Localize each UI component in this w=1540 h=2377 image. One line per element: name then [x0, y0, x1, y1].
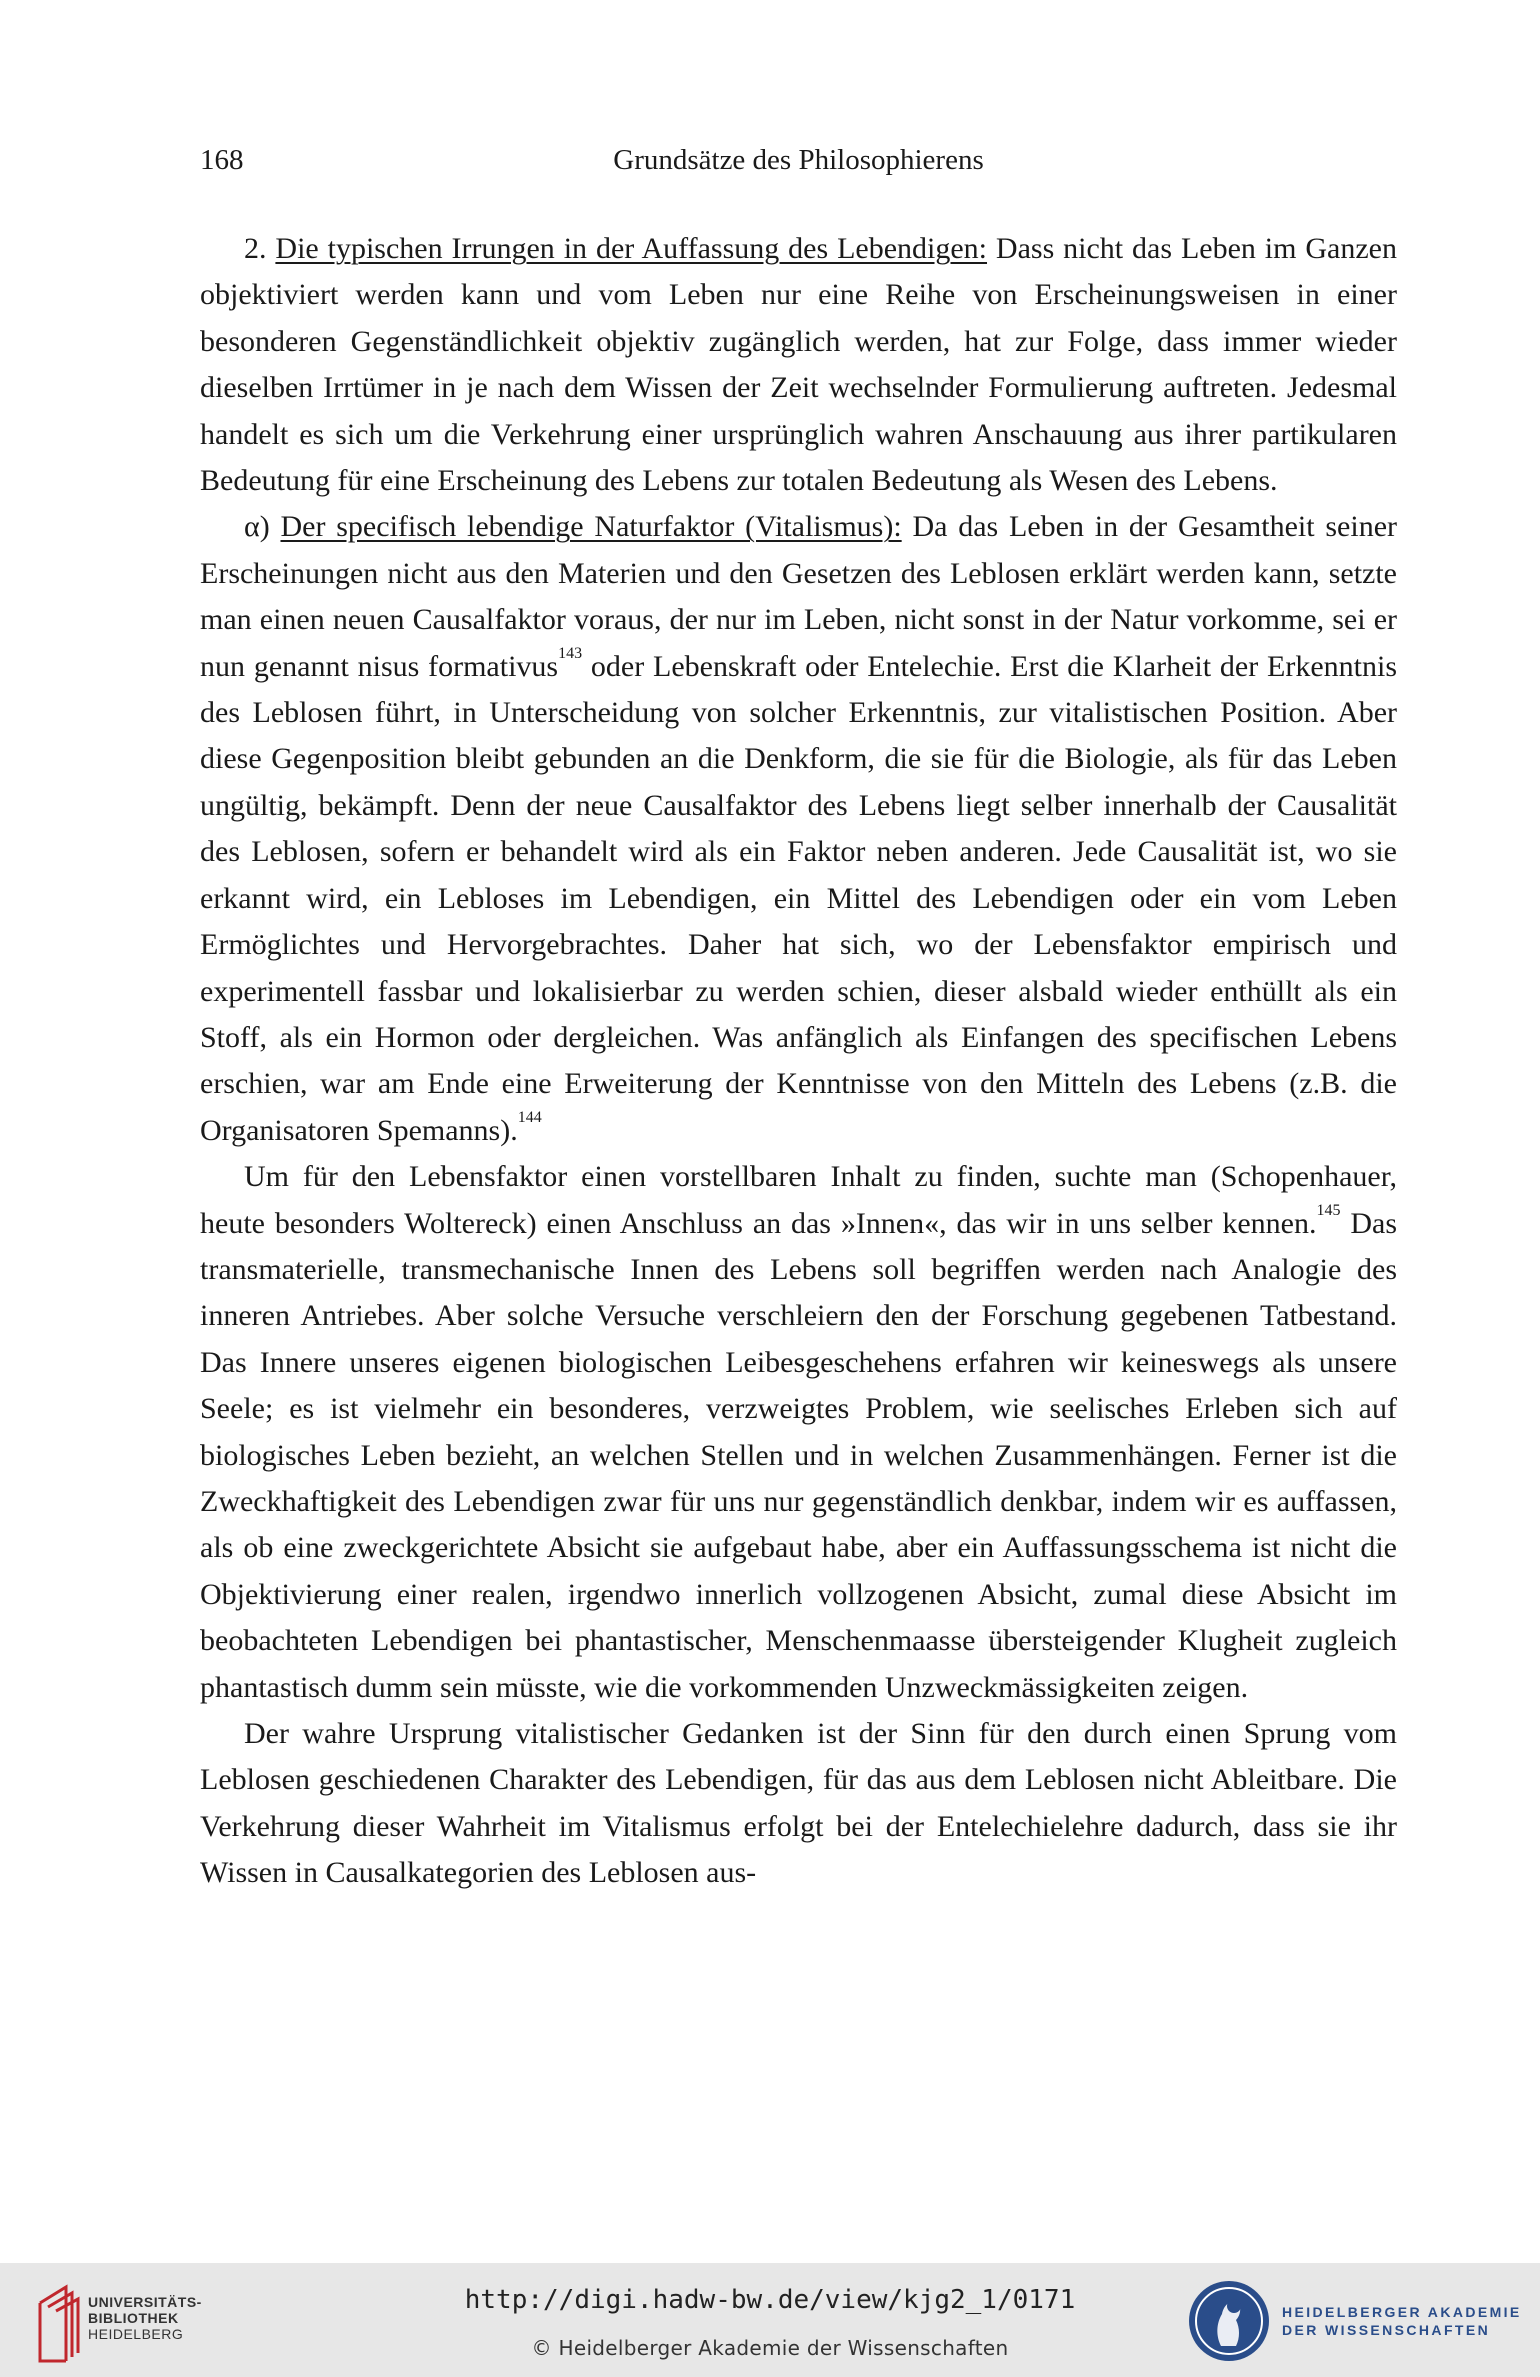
- section-marker: 2.: [244, 232, 276, 265]
- paragraph-1: [200, 226, 1397, 504]
- paragraph-text: Um für den Lebensfaktor einen vorstellbaren Inhalt zu finden, suchte man (Schopenhauer, heute besonders Woltereck) einen Anschluss an das »Innen«, das wir in uns selber kennen.: [200, 1160, 1397, 1240]
- body-text: [200, 226, 1397, 1897]
- running-title: Grundsätze des Philosophierens: [613, 144, 984, 176]
- paragraph-text: Da das Leben in der Gesamtheit seiner Erscheinungen nicht aus den Materien und den Gesetzen des Leblosen erklärt werden kann, setzte man einen neuen Causalfaktor voraus, der nur im Leben, nicht sonst in der Natur vorkomme, sei er nun genannt nisus formativus: [200, 510, 1397, 683]
- paragraph-text: Dass nicht das Leben im Ganzen objektiviert werden kann und vom Leben nur eine Reihe von Erscheinungsweisen in einer besonderen Gegenständlichkeit objektiv zugänglich werden, hat zur Folge, dass immer wieder dieselben Irrtümer in je nach dem Wissen der Zeit wechselnder Formulierung auftreten. Jedesmal handelt es sich um die Verkehrung einer ursprünglich wahren Anschauung aus ihrer partikularen Bedeutung für eine Erscheinung des Lebens zur totalen Bedeutung als Wesen des Lebens.: [200, 232, 1397, 498]
- permalink-url[interactable]: http://digi.hadw-bw.de/view/kjg2_1/0171: [464, 2285, 1076, 2315]
- paragraph-text: Das transmaterielle, transmechanische Innen des Lebens soll begriffen werden nach Analogie des inneren Antriebes. Aber solche Versuche verschleiern den der Forschung gegebenen Tatbestand. Das Innere unseres eigenen biologischen Leibesgeschehens erfahren wir keineswegs als unsere Seele; es ist vielmehr ein besonderes, verzweigtes Problem, wie seelisches Erleben sich auf biologisches Leben bezieht, an welchen Stellen und in welchen Zusammenhängen. Ferner ist die Zweckhaftigkeit des Lebendigen zwar für uns nur gegenständlich denkbar, indem wir es auffassen, als ob eine zweckgerichtete Absicht sie aufgebaut habe, aber ein Auffassungsschema ist nicht die Objektivierung einer realen, irgendwo innerlich vollzogenen Absicht, zumal diese Absicht im beobachteten Lebendigen bei phantastischer, Menschenmaasse übersteigender Klugheit zugleich phantastisch dumm sein müsste, wie die vorkommenden Unzweckmässigkeiten zeigen.: [200, 1206, 1398, 1704]
- footnote-ref[interactable]: 143: [558, 644, 583, 662]
- page-number: 168: [200, 144, 244, 176]
- section-heading: Die typischen Irrungen in der Auffassung des Lebendigen:: [275, 232, 988, 265]
- copyright-notice: © Heidelberger Akademie der Wissenschaften: [531, 2336, 1009, 2360]
- academy-seal-icon: [1186, 2278, 1272, 2364]
- paragraph-3: [200, 1154, 1397, 1711]
- paragraph-4: [200, 1711, 1397, 1897]
- subsection-heading: Der specifisch lebendige Naturfaktor (Vitalismus):: [280, 510, 902, 544]
- academy-name: HEIDELBERGER AKADEMIE DER WISSENSCHAFTEN: [1282, 2304, 1522, 2338]
- paragraph-text: Der wahre Ursprung vitalistischer Gedanken ist der Sinn für den durch einen Sprung vom Leblosen geschiedenen Charakter des Lebendigen, für das aus dem Leblosen nicht Ableitbare. Die Verkehrung dieser Wahrheit im Vitalismus erfolgt bei der Entelechielehre dadurch, dass sie ihr Wissen in Causalkategorien des Leblosen aus-: [200, 1717, 1397, 1890]
- subsection-marker: α): [244, 510, 281, 544]
- viewer-footer: [0, 2263, 1540, 2377]
- running-head: [200, 140, 1397, 180]
- library-name: UNIVERSITÄTS- BIBLIOTHEK HEIDELBERG: [88, 2294, 202, 2342]
- footnote-ref[interactable]: 145: [1316, 1201, 1341, 1219]
- footnote-ref[interactable]: 144: [517, 1108, 542, 1126]
- paragraph-text: oder Lebenskraft oder Entelechie. Erst die Klarheit der Erkenntnis des Leblosen führt, in Unterscheidung von solcher Erkenntnis, zur vitalistischen Position. Aber diese Gegenposition bleibt gebunden an die Denkform, die sie für die Biologie, als für das Leben ungültig, bekämpft. Denn der neue Causalfaktor des Lebens liegt selber innerhalb der Causalität des Leblosen, sofern er behandelt wird als ein Faktor neben anderen. Jede Causalität ist, wo sie erkannt wird, ein Lebloses im Lebendigen, ein Mittel des Lebendigen oder ein vom Leben Ermöglichtes und Hervorgebrachtes. Daher hat sich, wo der Lebensfaktor empirisch und experimentell fassbar und lokalisierbar zu werden schien, dieser alsbald wieder enthüllt als ein Stoff, als ein Hormon oder dergleichen. Was anfänglich als Einfangen des specifischen Lebens erschien, war am Ende eine Erweiterung der Kenntnisse von den Mitteln des Lebens (z.B. die Organisatoren Spemanns).: [200, 649, 1397, 1147]
- paragraph-2: [200, 504, 1397, 1154]
